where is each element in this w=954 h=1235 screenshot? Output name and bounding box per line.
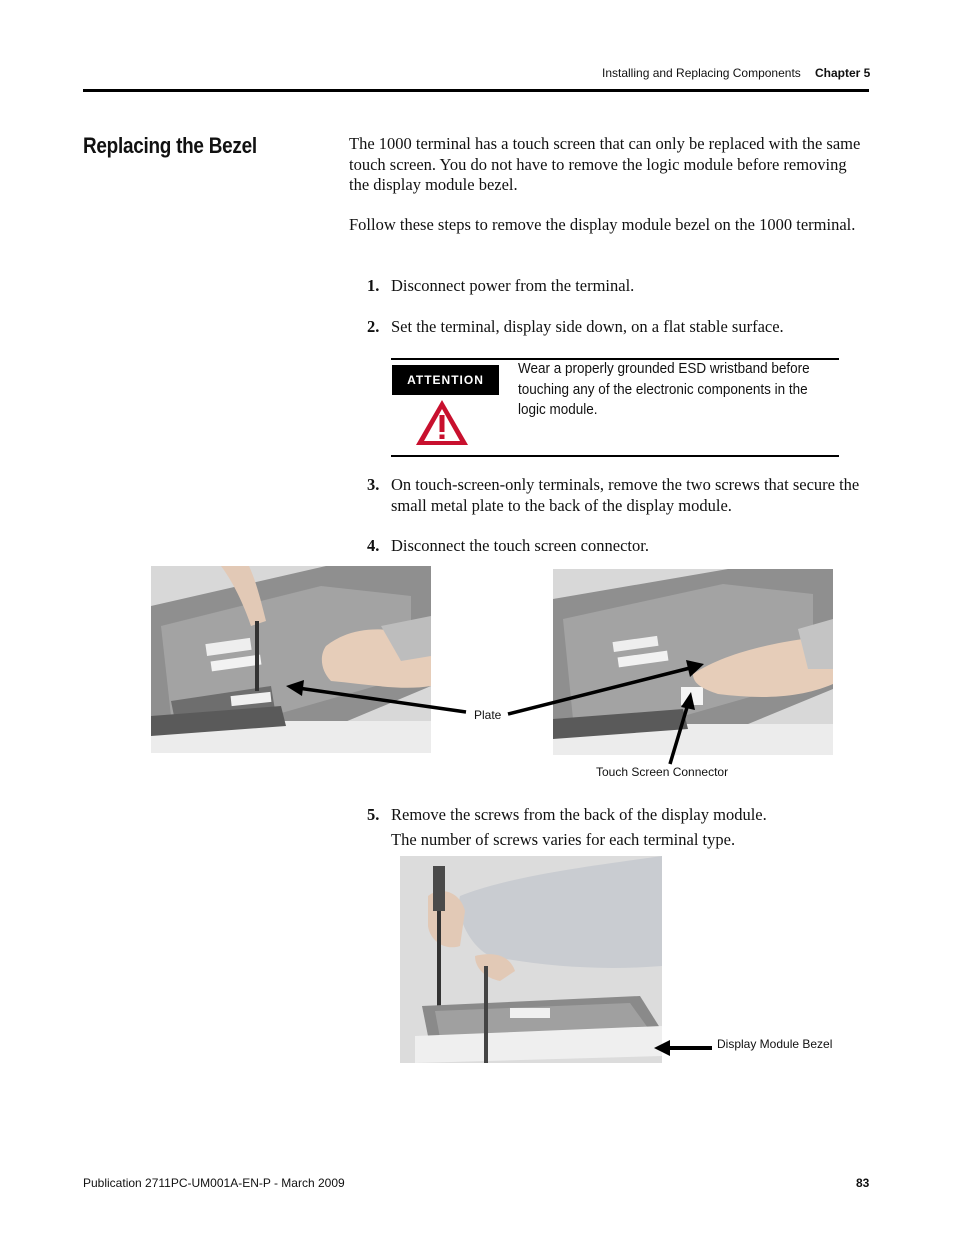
step-number: 1. [367, 276, 380, 295]
step-text: Disconnect the touch screen connector. [391, 536, 649, 555]
warning-triangle-icon [414, 398, 470, 448]
step-number: 5. [367, 805, 380, 824]
step-number: 2. [367, 317, 380, 336]
section-title: Replacing the Bezel [83, 133, 257, 158]
attention-badge: ATTENTION [392, 365, 499, 395]
photo-remove-screws [400, 856, 662, 1063]
step-text: Set the terminal, display side down, on a flat stable surface. [391, 317, 784, 336]
running-header-chapter: Chapter 5 [815, 66, 871, 80]
caption-touch-screen-connector: Touch Screen Connector [596, 765, 729, 779]
intro-paragraph-2: Follow these steps to remove the display module bezel on the 1000 terminal. [349, 215, 856, 234]
step-text: Disconnect power from the terminal. [391, 276, 635, 295]
attention-bottom-rule [391, 455, 839, 457]
header-rule [83, 89, 869, 92]
caption-display-module-bezel: Display Module Bezel [717, 1037, 833, 1051]
step-number: 3. [367, 475, 380, 494]
caption-plate: Plate [474, 708, 502, 722]
step-text: On touch-screen-only terminals, remove the two screws that secure the small metal plate to the back of the display module. [391, 475, 860, 515]
running-header-section: Installing and Replacing Components [602, 66, 801, 80]
footer-publication: Publication 2711PC-UM001A-EN-P - March 2009 [83, 1176, 345, 1190]
bezel-arrow [652, 1038, 714, 1058]
step-text: Remove the screws from the back of the display module. [391, 805, 767, 824]
step-5-note: The number of screws varies for each terminal type. [391, 830, 736, 849]
attention-text: Wear a properly grounded ESD wristband before touching any of the electronic components in the logic module. [518, 360, 810, 418]
footer-page-number: 83 [856, 1176, 870, 1190]
intro-paragraph-1: The 1000 terminal has a touch screen that can only be replaced with the same touch screen. You do not have to remove the logic module before removing the display module bezel. [349, 134, 861, 194]
step-number: 4. [367, 536, 380, 555]
